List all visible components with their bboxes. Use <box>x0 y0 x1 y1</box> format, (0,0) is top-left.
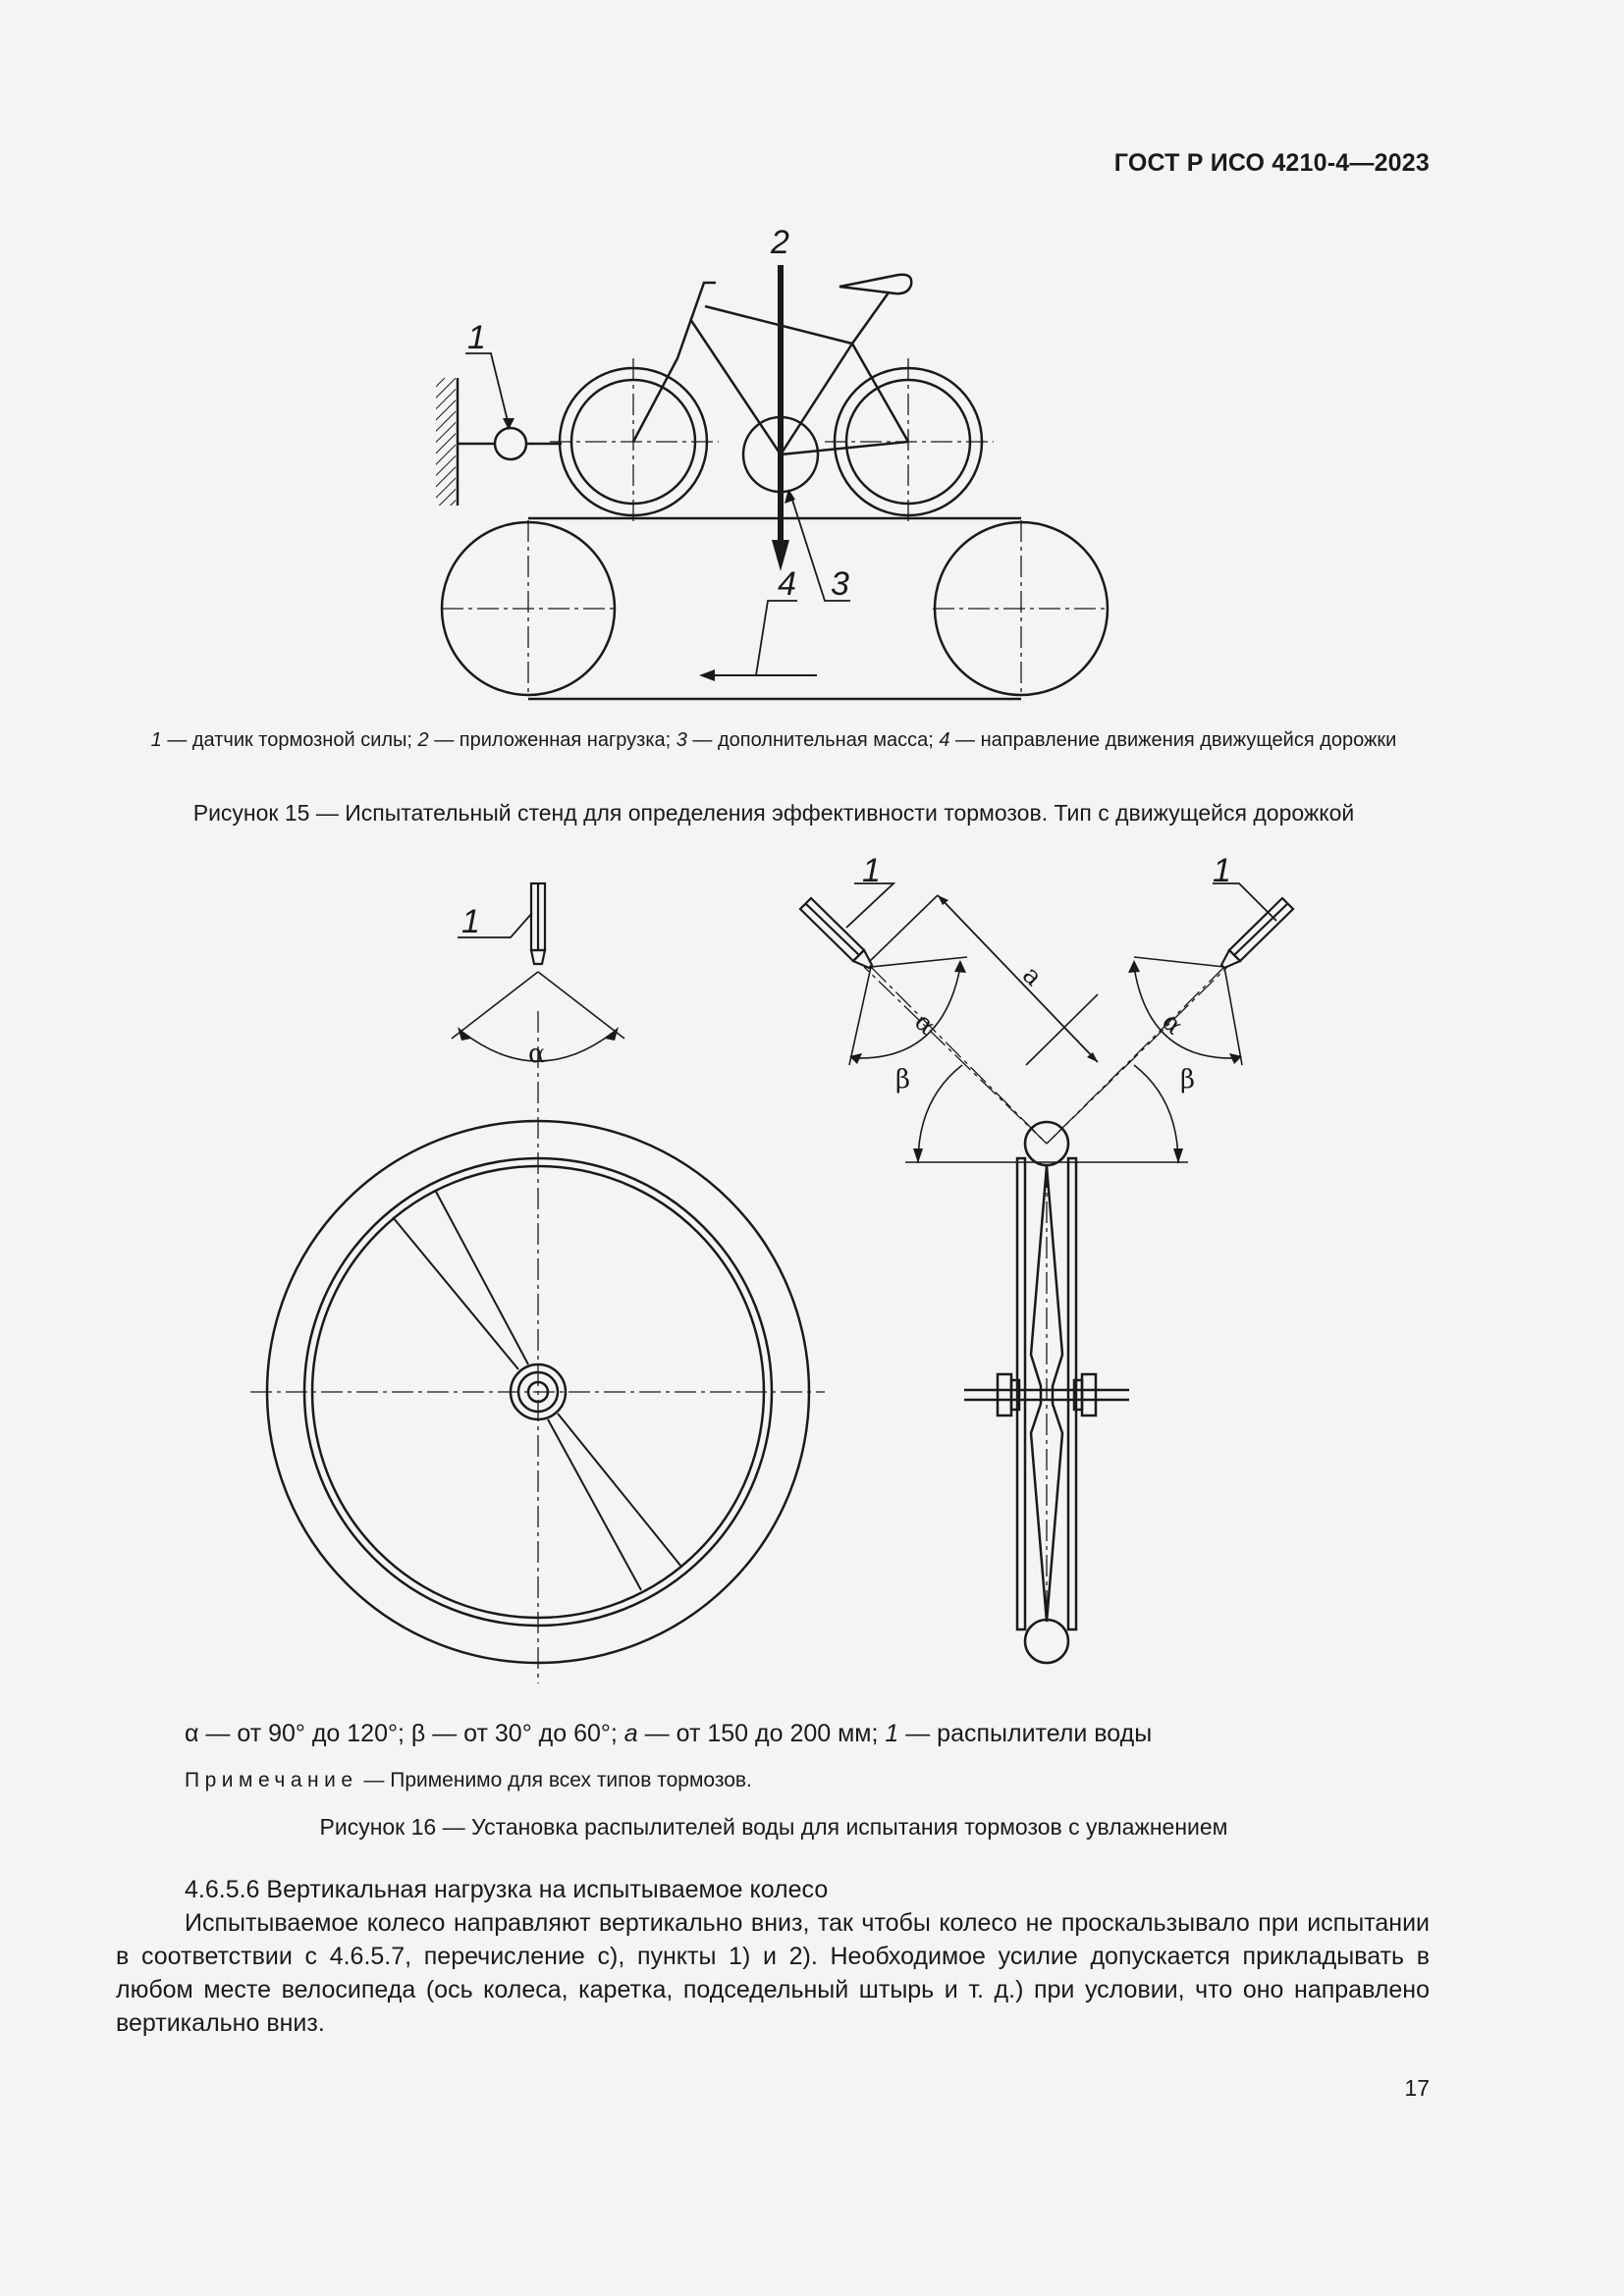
bike-frame <box>633 275 911 454</box>
figure-15-legend <box>116 726 1432 754</box>
callout-4: 4 <box>778 565 796 603</box>
legend-text-2: — приложенная нагрузка; <box>428 729 677 751</box>
angle-beta-right: β <box>1180 1065 1196 1095</box>
sprayer-nozzle-right <box>1221 898 1293 968</box>
page-number: 17 <box>1404 2075 1430 2101</box>
sprayer-nozzle-top <box>531 883 545 964</box>
figure-16-drawing <box>0 844 1624 1708</box>
distance-a-label: a <box>1016 960 1049 992</box>
legend-part-2: — от 150 до 200 мм; <box>637 1720 886 1747</box>
legend-one: 1 <box>885 1720 899 1747</box>
legend-part-3: — распылители воды <box>898 1720 1153 1747</box>
legend-num-4: 4 <box>939 729 950 751</box>
angle-alpha-left: α <box>528 1040 546 1069</box>
figure-15-caption: Рисунок 15 — Испытательный стенд для определения эффективности тормозов. Тип с движущейся дорожкой <box>192 800 1355 826</box>
angle-alpha-right: α <box>1156 1007 1189 1041</box>
section-heading: 4.6.5.6 Вертикальная нагрузка на испытываемое колесо <box>185 1876 829 1903</box>
figure-16-legend <box>185 1720 1152 1748</box>
legend-part-1: α — от 90° до 120°; β — от 30° до 60°; <box>185 1720 624 1747</box>
wall-hatch <box>436 378 456 506</box>
figure-16-note <box>185 1769 752 1792</box>
section-paragraph: Испытываемое колесо направляют вертикально вниз, так чтобы колесо не проскальзывало при испытании в соответствии с 4.6.5.7, перечисление с), пункты 1) и 2). Необходимое усилие допускается прикладывать в любом месте велосипеда (ось колеса, каретка, подседельный штырь и т. д.) при условии, что оно направлено вертикально вниз. <box>116 1909 1430 2037</box>
figure-15-drawing <box>0 0 1624 717</box>
legend-text-4: — направление движения движущейся дорожки <box>949 729 1397 751</box>
note-text: — Применимо для всех типов тормозов. <box>357 1769 752 1791</box>
legend-a: a <box>623 1720 638 1747</box>
wheel-front-view <box>964 1122 1129 1663</box>
legend-text-1: — датчик тормозной силы; <box>161 729 418 751</box>
angle-alpha-mid: α <box>908 1007 942 1041</box>
figure-16-caption: Рисунок 16 — Установка распылителей воды для испытания тормозов с увлажнением <box>319 1814 1228 1840</box>
document-header: ГОСТ Р ИСО 4210-4—2023 <box>1113 149 1430 177</box>
legend-text-3: — дополнительная масса; <box>686 729 940 751</box>
callout-2: 2 <box>771 224 789 261</box>
sprayer-nozzle-left <box>800 898 872 968</box>
callout-3: 3 <box>831 565 849 603</box>
sprayer-label-left: 1 <box>461 903 480 940</box>
sprayer-label-mid: 1 <box>862 852 881 889</box>
wheel-side-view <box>250 1011 825 1683</box>
callout-1: 1 <box>467 319 486 356</box>
legend-num-3: 3 <box>676 729 687 751</box>
legend-num-2: 2 <box>417 729 429 751</box>
legend-num-1: 1 <box>150 729 162 751</box>
brake-force-sensor <box>495 428 526 459</box>
note-word: Примечание <box>185 1769 358 1791</box>
sprayer-label-right: 1 <box>1213 852 1231 889</box>
angle-beta-left: β <box>895 1065 911 1095</box>
